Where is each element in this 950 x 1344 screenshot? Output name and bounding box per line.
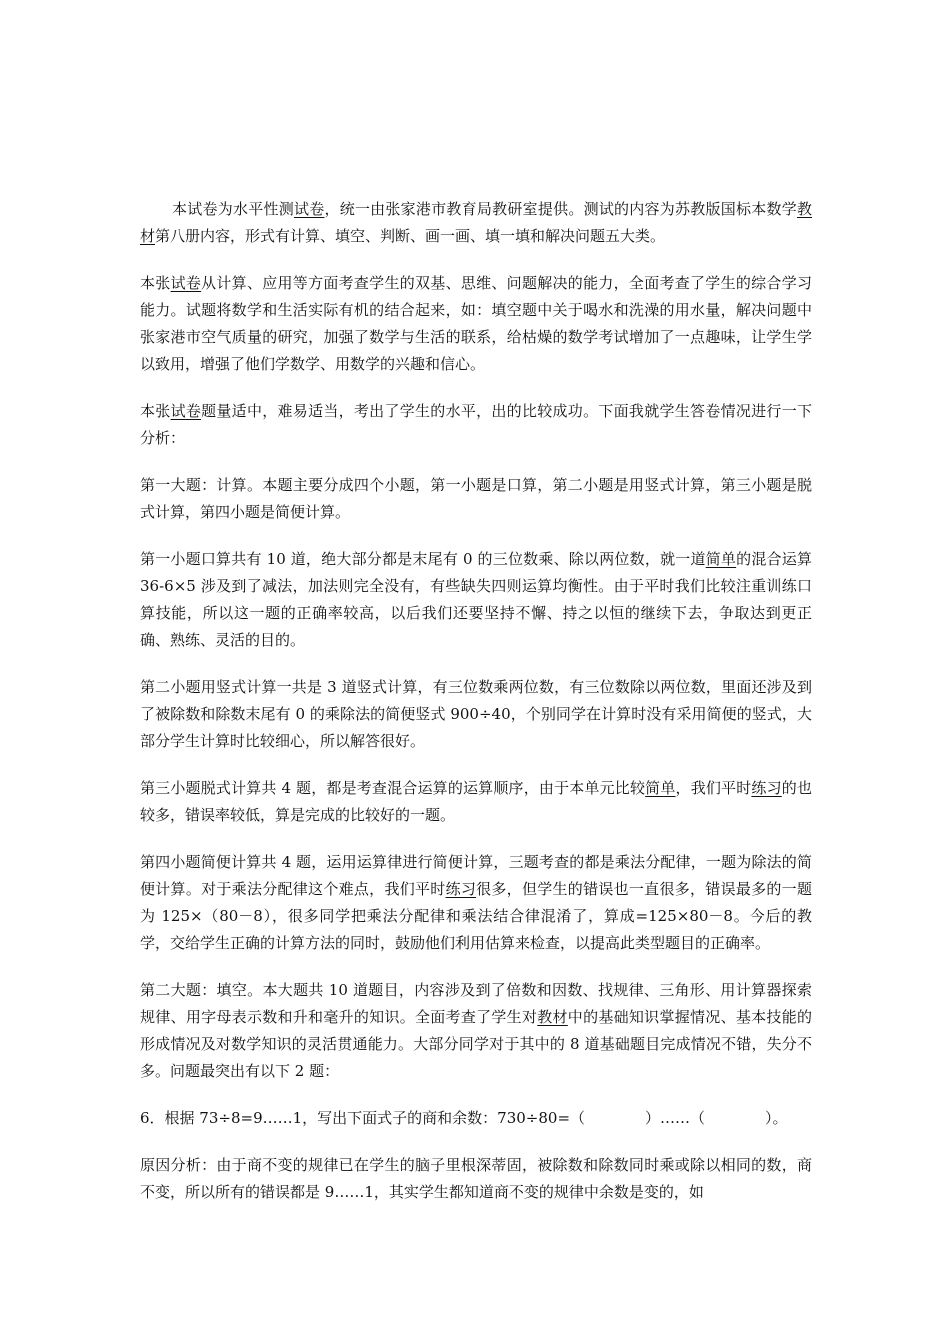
underlined-term: 试卷 xyxy=(170,274,202,292)
text-run: 6．根据 73÷8=9……1，写出下面式子的商和余数：730÷80=（ xyxy=(140,1109,586,1127)
underlined-term: 试卷 xyxy=(170,402,202,420)
underlined-term: 试卷 xyxy=(293,200,325,218)
text-run: ）……（ xyxy=(645,1109,706,1127)
text-run: 第三小题脱式计算共 4 题，都是考查混合运算的运算顺序，由于本单元比较 xyxy=(140,779,646,797)
text-run: 第四小题简便计算共 4 题，运用运算律进行简便计算，三题考查的都是乘法分配律，一题为除法的简便计算。对于乘法分配律这个难点，我们平时 xyxy=(140,853,812,898)
text-run: 第八册内容，形式有计算、填空、判断、画一画、填一填和解决问题五大类。 xyxy=(155,227,666,245)
paragraph xyxy=(140,196,812,250)
underlined-term: 练习 xyxy=(751,779,782,797)
text-run: 第二大题：填空。本大题共 10 道题目，内容涉及到了倍数和因数、找规律、三角形、用计算器探索规律、用字母表示数和升和毫升的知识。全面考查了学生对 xyxy=(140,981,812,1026)
text-run: 本张 xyxy=(140,274,171,292)
paragraph xyxy=(140,1105,812,1132)
paragraph xyxy=(140,849,812,957)
paragraph xyxy=(140,775,812,829)
underlined-term: 教材 xyxy=(537,1008,568,1026)
paragraph xyxy=(140,472,812,526)
paragraph xyxy=(140,270,812,378)
underlined-term: 简单 xyxy=(645,779,676,797)
paragraph xyxy=(140,546,812,654)
text-run: 的混合运算 36-6×5 涉及到了减法，加法则完全没有，有些缺失四则运算均衡性。由于平时我们比较注重训练口算技能，所以这一题的正确率较高，以后我们还要坚持不懈、持之以恒的继续下去，争取达到更正确、熟练、灵活的目的。 xyxy=(140,550,812,649)
text-run: ）。 xyxy=(765,1109,788,1127)
text-run: 第二小题用竖式计算一共是 3 道竖式计算，有三位数乘两位数，有三位数除以两位数，里面还涉及到了被除数和除数末尾有 0 的乘除法的简便竖式 900÷40，个别同学在计算时没有采用简便的竖式，大部分学生计算时比较细心，所以解答很好。 xyxy=(140,678,812,750)
underlined-term: 教材 xyxy=(140,200,812,245)
document-body xyxy=(140,196,812,1226)
text-run: ，我们平时 xyxy=(675,779,752,797)
paragraph xyxy=(140,674,812,755)
text-run: 第一大题：计算。本题主要分成四个小题，第一小题是口算，第二小题是用竖式计算，第三小题是脱式计算，第四小题是简便计算。 xyxy=(140,476,812,521)
text-run: 很多，但学生的错误也一直很多，错误最多的一题为 125×（80－8），很多同学把乘法分配律和乘法结合律混淆了，算成=125×80－8。今后的教学，交给学生正确的计算方法的同时，鼓励他们利用估算来检查，以提高此类型题目的正确率。 xyxy=(140,880,812,952)
text-run: 本张 xyxy=(140,402,171,420)
paragraph xyxy=(140,398,812,452)
text-run: 第一小题口算共有 10 道，绝大部分都是末尾有 0 的三位数乘、除以两位数，就一道 xyxy=(140,550,706,568)
paragraph xyxy=(140,1152,812,1206)
text-run: 题量适中，难易适当，考出了学生的水平，出的比较成功。下面我就学生答卷情况进行一下分析： xyxy=(140,402,812,447)
text-run: 本试卷为水平性测 xyxy=(172,200,294,218)
underlined-term: 简单 xyxy=(705,550,737,568)
underlined-term: 练习 xyxy=(445,880,477,898)
paragraph xyxy=(140,977,812,1085)
text-run: 原因分析：由于商不变的规律已在学生的脑子里根深蒂固，被除数和除数同时乘或除以相同的数，商不变，所以所有的错误都是 9……1，其实学生都知道商不变的规律中余数是变的，如 xyxy=(140,1156,812,1201)
text-run: 的也较多，错误率较低，算是完成的比较好的一题。 xyxy=(140,779,812,824)
text-run: 中的基础知识掌握情况、基本技能的形成情况及对数学知识的灵活贯通能力。大部分同学对于其中的 8 道基础题目完成情况不错，失分不多。问题最突出有以下 2 题： xyxy=(140,1008,812,1080)
text-run: ，统一由张家港市教育局教研室提供。测试的内容为苏教版国标本数学 xyxy=(324,200,797,218)
text-run: 从计算、应用等方面考查学生的双基、思维、问题解决的能力，全面考查了学生的综合学习能力。试题将数学和生活实际有机的结合起来，如：填空题中关于喝水和洗澡的用水量，解决问题中张家港市空气质量的研究，加强了数学与生活的联系，给枯燥的数学考试增加了一点趣味，让学生学以致用，增强了他们学数学、用数学的兴趣和信心。 xyxy=(140,274,812,373)
